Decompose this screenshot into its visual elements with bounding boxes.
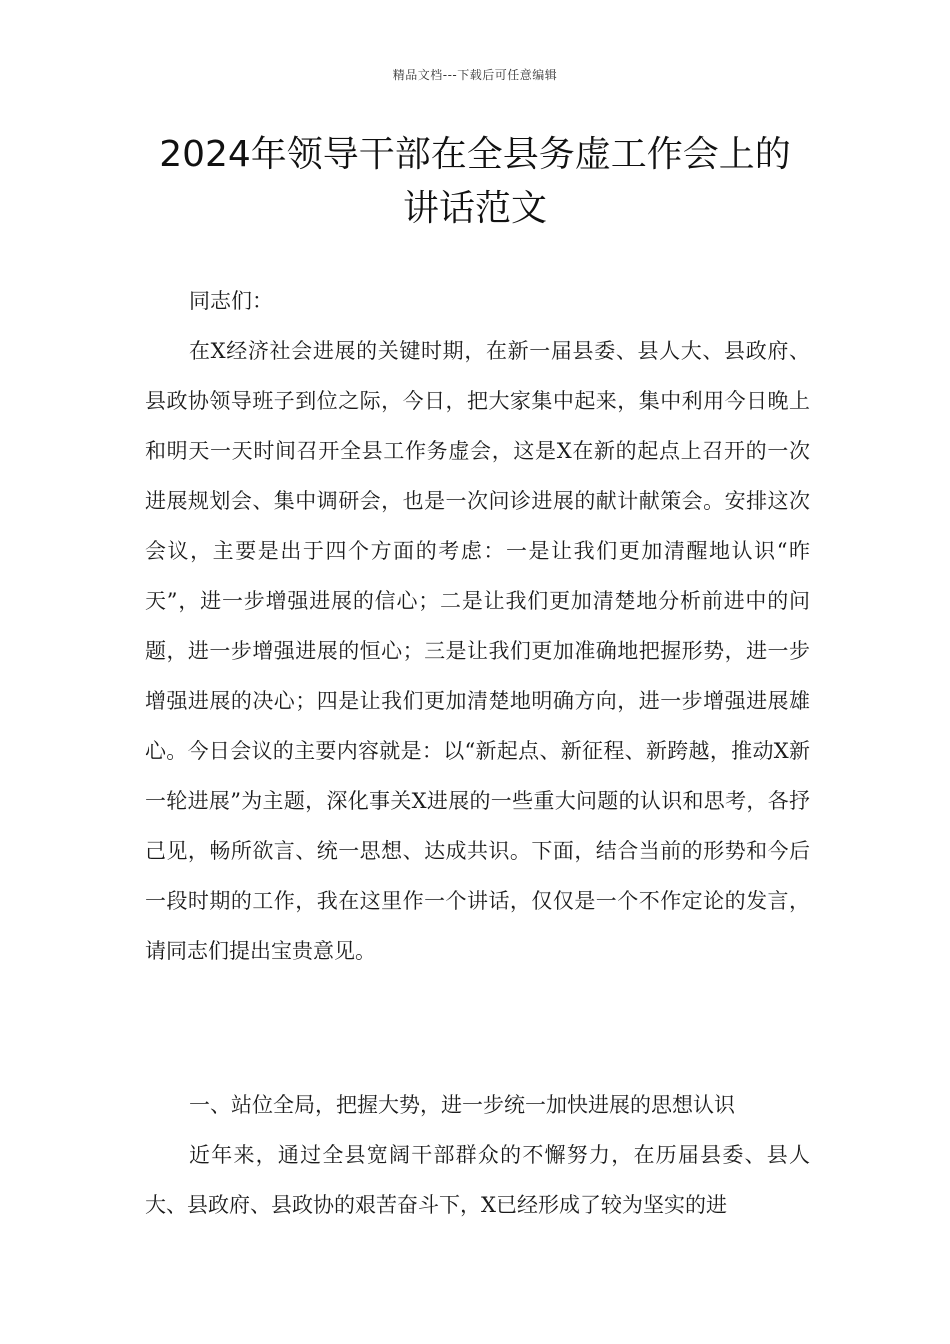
salutation: 同志们：: [189, 289, 273, 313]
header-note: 精品文档---下载后可任意编辑: [392, 68, 558, 82]
title-line-2: 讲话范文: [402, 188, 547, 229]
body-paragraph-2: 近年来，通过全县宽阔干部群众的不懈努力，在历届县委、县人大、县政府、县政协的艰苦奋斗下，X已经形成了较为坚实的进: [145, 1143, 810, 1217]
document-title: [110, 128, 840, 236]
title-line-1: 2024年领导干部在全县务虚工作会上的: [159, 134, 791, 175]
body-paragraph-1: 在X经济社会进展的关键时期，在新一届县委、县人大、县政府、县政协领导班子到位之际，今日，把大家集中起来，集中利用今日晚上和明天一天时间召开全县工作务虚会，这是X在新的起点上召开的一次进展规划会、集中调研会，也是一次问诊进展的献计献策会。安排这次会议，主要是出于四个方面的考虑：一是让我们更加清醒地认识“昨天”，进一步增强进展的信心；二是让我们更加清楚地分析前进中的问题，进一步增强进展的恒心；三是让我们更加准确地把握形势，进一步增强进展的决心；四是让我们更加清楚地明确方向，进一步增强进展雄心。今日会议的主要内容就是：以“新起点、新征程、新跨越，推动X新一轮进展”为主题，深化事关X进展的一些重大问题的认识和思考，各抒己见，畅所欲言、统一思想、达成共识。下面，结合当前的形势和今后一段时期的工作，我在这里作一个讲话，仅仅是一个不作定论的发言，请同志们提出宝贵意见。: [145, 339, 810, 963]
section-heading-1: 一、站位全局，把握大势，进一步统一加快进展的思想认识: [189, 1093, 735, 1117]
